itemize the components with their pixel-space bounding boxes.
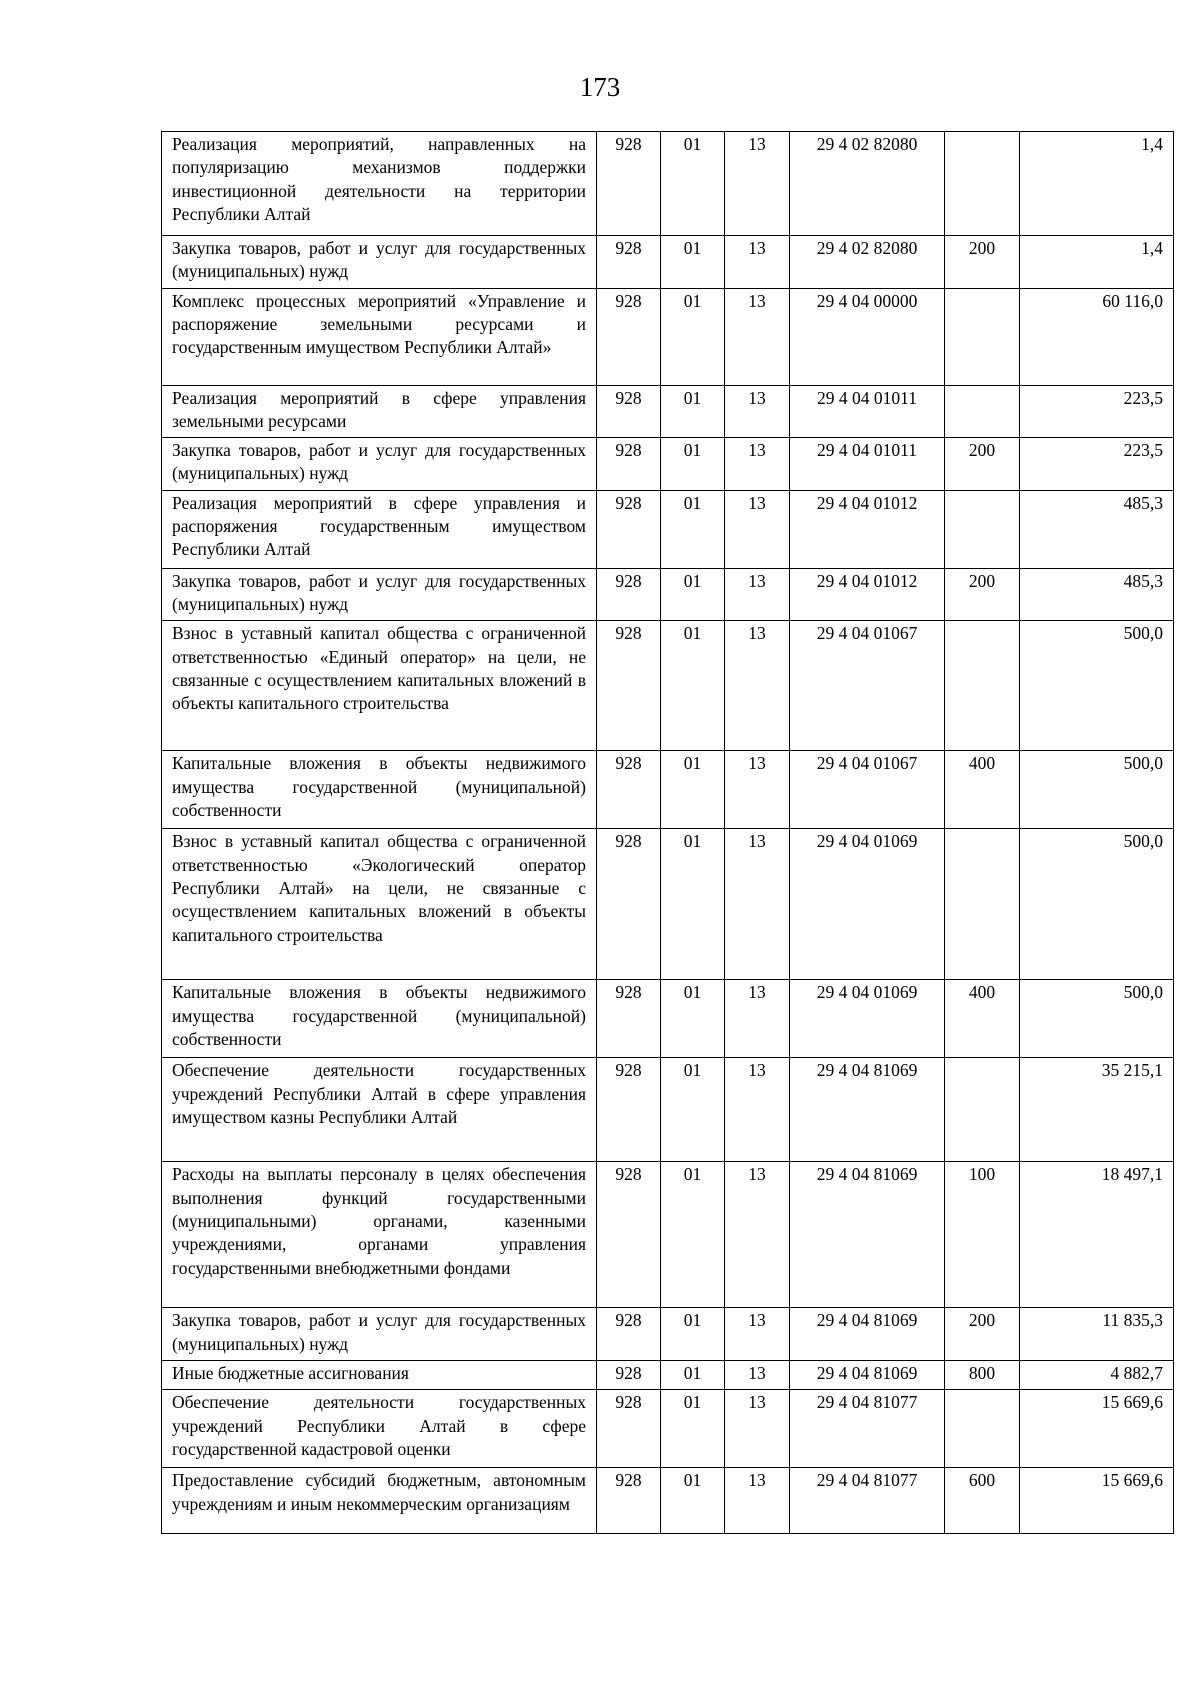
expense-name-cell: Комплекс процессных мероприятий «Управление и распоряжение земельными ресурсами и государственным имуществом Республики Алтай» <box>162 288 597 385</box>
expense-type-cell <box>945 385 1020 438</box>
expense-type-cell <box>945 621 1020 751</box>
amount-cell: 485,3 <box>1020 490 1174 568</box>
section-code-cell: 01 <box>661 490 725 568</box>
subsection-code-cell: 13 <box>725 1390 790 1468</box>
section-code-cell: 01 <box>661 568 725 621</box>
grbs-code-cell: 928 <box>597 980 661 1058</box>
table-row <box>162 621 1174 751</box>
target-article-cell: 29 4 04 81069 <box>790 1162 945 1308</box>
table-row <box>162 1360 1174 1389</box>
grbs-code-cell: 928 <box>597 385 661 438</box>
target-article-cell: 29 4 04 01012 <box>790 490 945 568</box>
amount-cell: 1,4 <box>1020 236 1174 289</box>
target-article-cell: 29 4 04 81077 <box>790 1468 945 1534</box>
expense-type-cell: 200 <box>945 568 1020 621</box>
target-article-cell: 29 4 04 01069 <box>790 829 945 980</box>
grbs-code-cell: 928 <box>597 1308 661 1361</box>
amount-cell: 60 116,0 <box>1020 288 1174 385</box>
section-code-cell: 01 <box>661 1308 725 1361</box>
expense-type-cell: 100 <box>945 1162 1020 1308</box>
subsection-code-cell: 13 <box>725 1162 790 1308</box>
grbs-code-cell: 928 <box>597 236 661 289</box>
amount-cell: 15 669,6 <box>1020 1468 1174 1534</box>
amount-cell: 500,0 <box>1020 751 1174 829</box>
table-row <box>162 1058 1174 1162</box>
expense-name-cell: Предоставление субсидий бюджетным, автономным учреждениям и иным некоммерческим организациям <box>162 1468 597 1534</box>
amount-cell: 11 835,3 <box>1020 1308 1174 1361</box>
expense-name-cell: Реализация мероприятий, направленных на популяризацию механизмов поддержки инвестиционной деятельности на территории Республики Алтай <box>162 132 597 236</box>
target-article-cell: 29 4 02 82080 <box>790 132 945 236</box>
target-article-cell: 29 4 04 81069 <box>790 1058 945 1162</box>
amount-cell: 223,5 <box>1020 438 1174 491</box>
expense-type-cell: 800 <box>945 1360 1020 1389</box>
page-number: 173 <box>579 72 621 102</box>
section-code-cell: 01 <box>661 1162 725 1308</box>
table-row <box>162 490 1174 568</box>
subsection-code-cell: 13 <box>725 132 790 236</box>
grbs-code-cell: 928 <box>597 1360 661 1389</box>
section-code-cell: 01 <box>661 980 725 1058</box>
expense-name-cell: Обеспечение деятельности государственных учреждений Республики Алтай в сфере государственной кадастровой оценки <box>162 1390 597 1468</box>
expense-name-cell: Реализация мероприятий в сфере управления и распоряжения государственным имуществом Республики Алтай <box>162 490 597 568</box>
expense-type-cell: 200 <box>945 236 1020 289</box>
budget-table <box>161 131 1174 1534</box>
subsection-code-cell: 13 <box>725 621 790 751</box>
section-code-cell: 01 <box>661 236 725 289</box>
amount-cell: 1,4 <box>1020 132 1174 236</box>
grbs-code-cell: 928 <box>597 288 661 385</box>
expense-type-cell: 200 <box>945 438 1020 491</box>
table-row <box>162 1468 1174 1534</box>
expense-type-cell <box>945 1058 1020 1162</box>
table-row <box>162 385 1174 438</box>
section-code-cell: 01 <box>661 751 725 829</box>
target-article-cell: 29 4 04 81069 <box>790 1360 945 1389</box>
expense-type-cell: 600 <box>945 1468 1020 1534</box>
amount-cell: 485,3 <box>1020 568 1174 621</box>
expense-name-cell: Закупка товаров, работ и услуг для государственных (муниципальных) нужд <box>162 568 597 621</box>
table-row <box>162 132 1174 236</box>
expense-name-cell: Иные бюджетные ассигнования <box>162 1360 597 1389</box>
section-code-cell: 01 <box>661 621 725 751</box>
section-code-cell: 01 <box>661 438 725 491</box>
subsection-code-cell: 13 <box>725 490 790 568</box>
grbs-code-cell: 928 <box>597 1058 661 1162</box>
grbs-code-cell: 928 <box>597 621 661 751</box>
subsection-code-cell: 13 <box>725 385 790 438</box>
expense-name-cell: Обеспечение деятельности государственных учреждений Республики Алтай в сфере управления имуществом казны Республики Алтай <box>162 1058 597 1162</box>
amount-cell: 500,0 <box>1020 980 1174 1058</box>
expense-name-cell: Реализация мероприятий в сфере управления земельными ресурсами <box>162 385 597 438</box>
table-row <box>162 1390 1174 1468</box>
grbs-code-cell: 928 <box>597 1162 661 1308</box>
amount-cell: 18 497,1 <box>1020 1162 1174 1308</box>
section-code-cell: 01 <box>661 1360 725 1389</box>
expense-name-cell: Капитальные вложения в объекты недвижимого имущества государственной (муниципальной) собственности <box>162 980 597 1058</box>
section-code-cell: 01 <box>661 1390 725 1468</box>
target-article-cell: 29 4 04 00000 <box>790 288 945 385</box>
grbs-code-cell: 928 <box>597 438 661 491</box>
target-article-cell: 29 4 04 01011 <box>790 438 945 491</box>
subsection-code-cell: 13 <box>725 568 790 621</box>
subsection-code-cell: 13 <box>725 980 790 1058</box>
expense-type-cell: 400 <box>945 980 1020 1058</box>
amount-cell: 35 215,1 <box>1020 1058 1174 1162</box>
expense-name-cell: Закупка товаров, работ и услуг для государственных (муниципальных) нужд <box>162 236 597 289</box>
expense-type-cell <box>945 490 1020 568</box>
table-row <box>162 438 1174 491</box>
expense-name-cell: Закупка товаров, работ и услуг для государственных (муниципальных) нужд <box>162 1308 597 1361</box>
section-code-cell: 01 <box>661 385 725 438</box>
expense-type-cell <box>945 132 1020 236</box>
subsection-code-cell: 13 <box>725 751 790 829</box>
expense-name-cell: Капитальные вложения в объекты недвижимого имущества государственной (муниципальной) собственности <box>162 751 597 829</box>
target-article-cell: 29 4 04 01011 <box>790 385 945 438</box>
grbs-code-cell: 928 <box>597 490 661 568</box>
grbs-code-cell: 928 <box>597 1390 661 1468</box>
target-article-cell: 29 4 04 01069 <box>790 980 945 1058</box>
expense-name-cell: Взнос в уставный капитал общества с ограниченной ответственностью «Экологический оператор Республики Алтай» на цели, не связанные с осуществлением капитальных вложений в объекты капитального строительства <box>162 829 597 980</box>
table-row <box>162 1308 1174 1361</box>
section-code-cell: 01 <box>661 1058 725 1162</box>
amount-cell: 500,0 <box>1020 621 1174 751</box>
section-code-cell: 01 <box>661 829 725 980</box>
subsection-code-cell: 13 <box>725 829 790 980</box>
section-code-cell: 01 <box>661 1468 725 1534</box>
expense-type-cell <box>945 1390 1020 1468</box>
subsection-code-cell: 13 <box>725 288 790 385</box>
subsection-code-cell: 13 <box>725 1360 790 1389</box>
target-article-cell: 29 4 04 81069 <box>790 1308 945 1361</box>
table-row <box>162 829 1174 980</box>
budget-table-body <box>162 132 1174 1534</box>
table-row <box>162 568 1174 621</box>
table-row <box>162 1162 1174 1308</box>
expense-name-cell: Закупка товаров, работ и услуг для государственных (муниципальных) нужд <box>162 438 597 491</box>
subsection-code-cell: 13 <box>725 1468 790 1534</box>
grbs-code-cell: 928 <box>597 568 661 621</box>
amount-cell: 15 669,6 <box>1020 1390 1174 1468</box>
table-row <box>162 751 1174 829</box>
target-article-cell: 29 4 04 01067 <box>790 751 945 829</box>
grbs-code-cell: 928 <box>597 132 661 236</box>
expense-type-cell <box>945 829 1020 980</box>
expense-type-cell <box>945 288 1020 385</box>
subsection-code-cell: 13 <box>725 1308 790 1361</box>
expense-name-cell: Взнос в уставный капитал общества с ограниченной ответственностью «Единый оператор» на цели, не связанные с осуществлением капитальных вложений в объекты капитального строительства <box>162 621 597 751</box>
table-row <box>162 980 1174 1058</box>
amount-cell: 4 882,7 <box>1020 1360 1174 1389</box>
grbs-code-cell: 928 <box>597 751 661 829</box>
table-row <box>162 236 1174 289</box>
subsection-code-cell: 13 <box>725 1058 790 1162</box>
subsection-code-cell: 13 <box>725 236 790 289</box>
target-article-cell: 29 4 04 01067 <box>790 621 945 751</box>
amount-cell: 223,5 <box>1020 385 1174 438</box>
section-code-cell: 01 <box>661 132 725 236</box>
target-article-cell: 29 4 04 01012 <box>790 568 945 621</box>
grbs-code-cell: 928 <box>597 829 661 980</box>
subsection-code-cell: 13 <box>725 438 790 491</box>
grbs-code-cell: 928 <box>597 1468 661 1534</box>
expense-type-cell: 400 <box>945 751 1020 829</box>
target-article-cell: 29 4 02 82080 <box>790 236 945 289</box>
target-article-cell: 29 4 04 81077 <box>790 1390 945 1468</box>
section-code-cell: 01 <box>661 288 725 385</box>
amount-cell: 500,0 <box>1020 829 1174 980</box>
expense-type-cell: 200 <box>945 1308 1020 1361</box>
expense-name-cell: Расходы на выплаты персоналу в целях обеспечения выполнения функций государственными (муниципальными) органами, казенными учреждениями, органами управления государственными внебюджетными фондами <box>162 1162 597 1308</box>
table-row <box>162 288 1174 385</box>
